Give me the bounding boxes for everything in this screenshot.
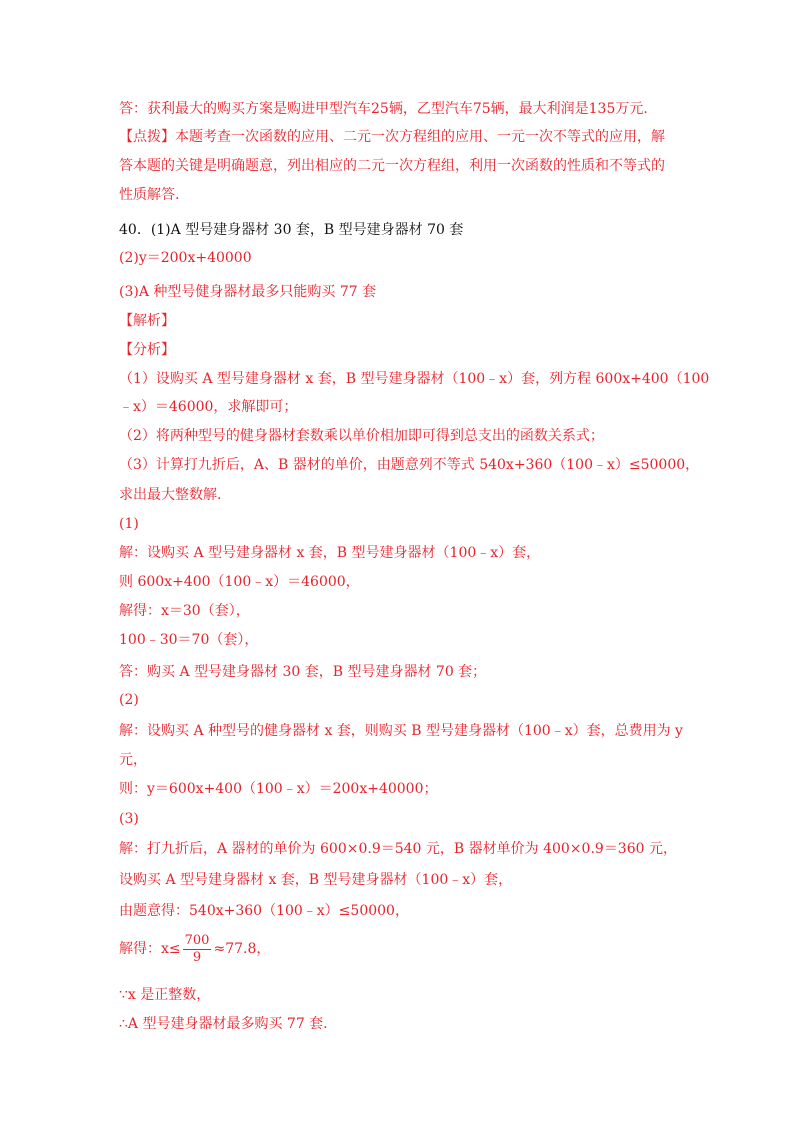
section-fenxi: 【分析】 [119,342,175,358]
analysis-line-3: （2）将两种型号的健身器材套数乘以单价相加即可得到总支出的函数关系式； [119,428,604,444]
part3-line-1: 解：打九折后，A 器材的单价为 600×0.9＝540 元，B 器材单价为 400×0.9＝360 元， [119,841,677,857]
part3-line-3: 由题意得：540x+360（100﹣x）≤50000， [119,903,409,919]
analysis-line-2: ﹣x）＝46000，求解即可； [119,399,298,415]
analysis-line-4: （3）计算打九折后，A、B 器材的单价，由题意列不等式 540x+360（100﹣x）≤50000， [119,457,700,473]
part1-line-1: 解：设购买 A 型号建身器材 x 套，B 型号建身器材（100﹣x）套， [119,545,541,561]
part2-line-1: 解：设购买 A 种型号的健身器材 x 套，则购买 B 型号建身器材（100﹣x）套，总费用为 y [119,723,683,739]
part1-line-2: 则 600x+400（100﹣x）＝46000， [119,574,360,590]
section-jiexi: 【解析】 [119,313,175,329]
part2-line-3: 则：y＝600x+400（100﹣x）＝200x+40000； [119,781,438,797]
tip-line-2: 答本题的关键是明确题意，列出相应的二元一次方程组，利用一次函数的性质和不等式的 [119,158,665,174]
part3-line-2: 设购买 A 型号建身器材 x 套，B 型号建身器材（100﹣x）套， [119,872,513,888]
q40-answer-2: (2)y＝200x+40000 [119,250,252,266]
solve-inequality-line [119,932,740,966]
part3-label: (3) [119,811,139,827]
solve-prefix: 解得：x≤ [119,941,181,957]
q40-answer-3: (3)A 种型号健身器材最多只能购买 77 套 [119,284,377,300]
part2-label: (2) [119,692,139,708]
part1-line-5: 答：购买 A 型号建身器材 30 套，B 型号建身器材 70 套； [119,664,487,680]
tip-line-1: 【点拨】本题考查一次函数的应用、二元一次方程组的应用、一元一次不等式的应用，解 [119,129,665,145]
part1-label: (1) [119,516,139,532]
part2-line-2: 元， [119,752,147,768]
fraction [183,933,212,966]
conclusion-line-1: ∵x 是正整数， [119,987,211,1003]
conclusion-line-2: ∴A 型号建身器材最多购买 77 套. [119,1016,328,1032]
analysis-line-1: （1）设购买 A 型号建身器材 x 套，B 型号建身器材（100﹣x）套，列方程 600x+400（100 [119,371,710,387]
q40-answer-1: 40．(1)A 型号建身器材 30 套，B 型号建身器材 70 套 [119,222,464,238]
fraction-denominator: 9 [192,949,202,965]
analysis-line-5: 求出最大整数解. [119,487,222,503]
tip-line-3: 性质解答. [119,187,180,203]
part1-line-4: 100﹣30＝70（套）， [119,632,259,648]
answer-line: 答：获利最大的购买方案是购进甲型汽车25辆，乙型汽车75辆，最大利润是135万元. [119,101,648,117]
fraction-numerator: 700 [184,932,210,948]
solve-suffix: ≈77.8， [213,941,271,957]
part1-line-3: 解得：x＝30（套）， [119,603,250,619]
